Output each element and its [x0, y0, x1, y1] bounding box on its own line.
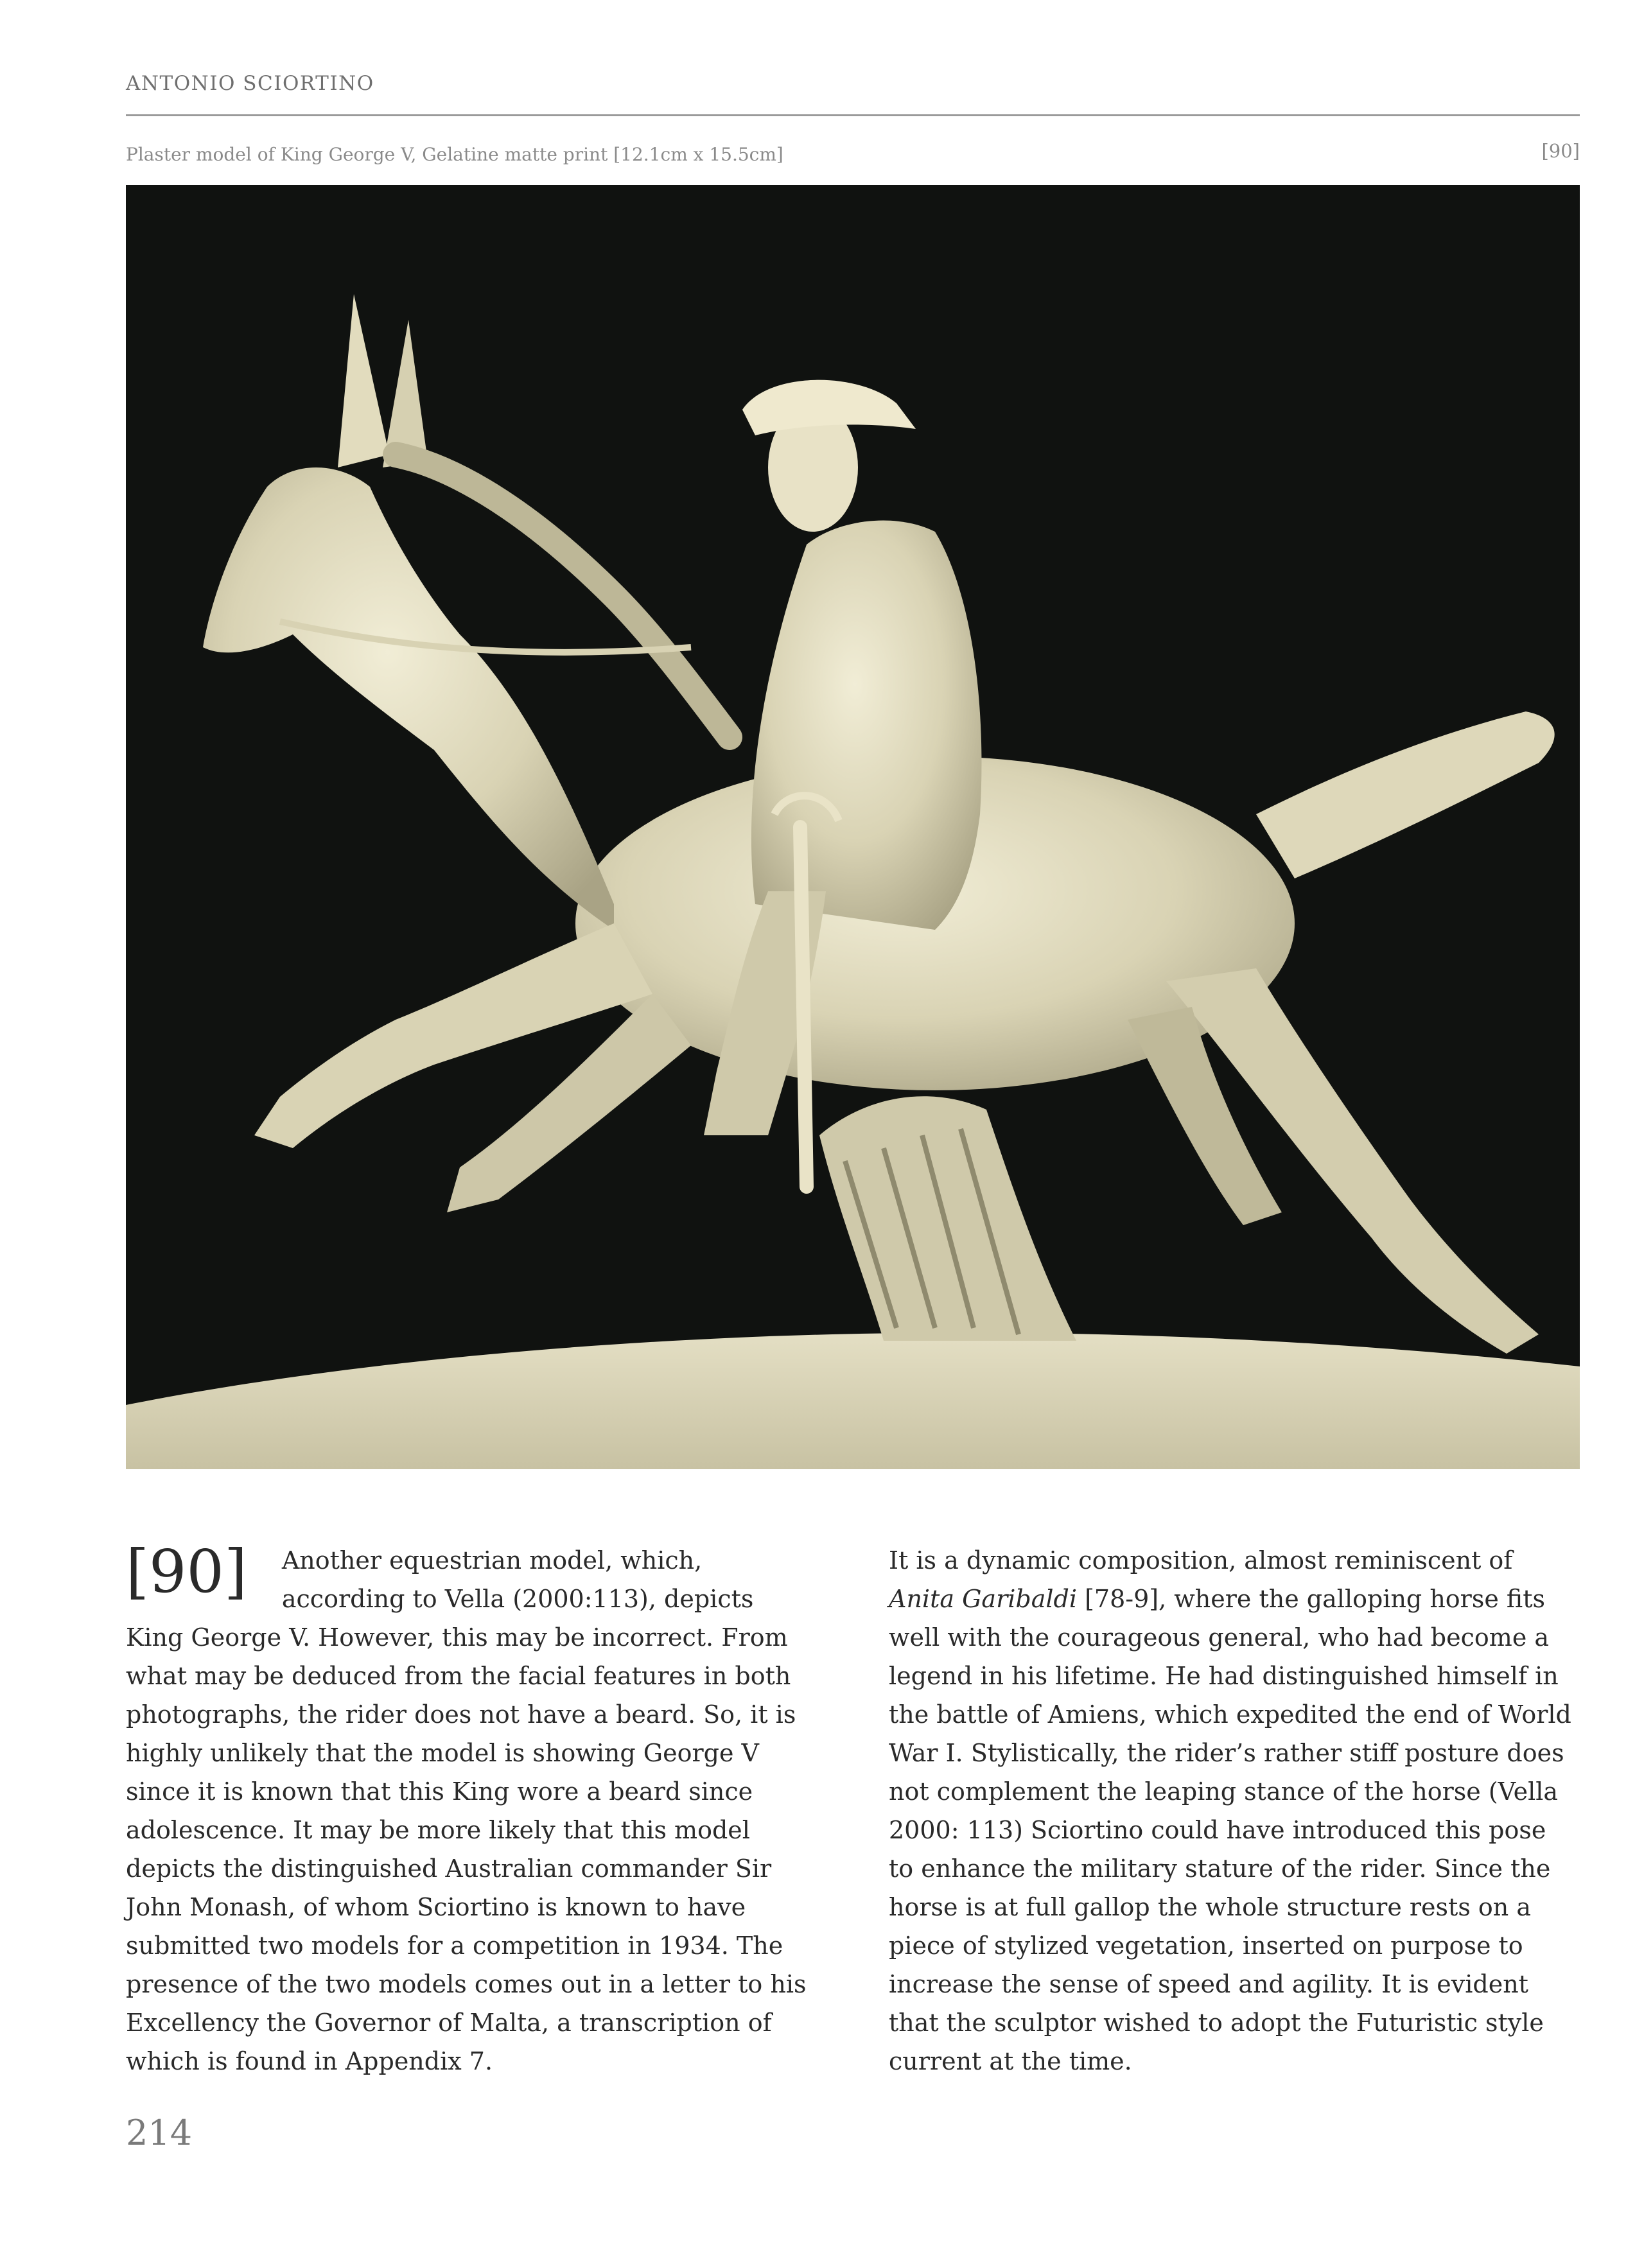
body-paragraph-right-start: It is a dynamic composition, almost reminiscent of [889, 1546, 1513, 1575]
page-number: 214 [126, 2113, 193, 2153]
figure-photograph [126, 185, 1580, 1469]
body-text-right-column [889, 1541, 1576, 2080]
figure-caption: Plaster model of King George V, Gelatine matte print [12.1cm x 15.5cm] [126, 144, 783, 165]
header-rule [126, 114, 1580, 116]
body-text-left-column [126, 1537, 813, 2080]
running-head: ANTONIO SCIORTINO [126, 72, 374, 95]
figure-reference-number: [90] [1541, 140, 1580, 162]
body-paragraph-left: Another equestrian model, which, according to Vella (2000:113), depicts King George V. However, this may be incorrect. From what may be deduced from the facial features in both photographs, the rider does not have a beard. So, it is highly unlikely that the model is showing George V since it is known that this King wore a beard since adolescence. It may be more likely that this model depicts the distinguished Australian commander Sir John Monash, of whom Sciortino is known to have submitted two models for a competition in 1934. The presence of the two models comes out in a letter to his Excellency the Governor of Malta, a transcription of which is found in Appendix 7. [126, 1546, 807, 2075]
body-paragraph-right-rest: [78-9], where the galloping horse fits well with the courageous general, who had become a legend in his lifetime. He had distinguished himself in the battle of Amiens, which expedited the end of World War I. Stylistically, the rider’s rather stiff posture does not complement the leaping stance of the horse (Vella 2000: 113) Sciortino could have introduced this pose to enhance the military stature of the rider. Since the horse is at full gallop the whole structure rests on a piece of stylized vegetation, inserted on purpose to increase the sense of speed and agility. It is evident that the sculptor wished to adopt the Futuristic style current at the time. [889, 1585, 1571, 2075]
artwork-title-italic: Anita Garibaldi [889, 1585, 1078, 1613]
drop-reference-number: [90] [126, 1537, 247, 1606]
equestrian-statue-illustration [126, 185, 1580, 1469]
